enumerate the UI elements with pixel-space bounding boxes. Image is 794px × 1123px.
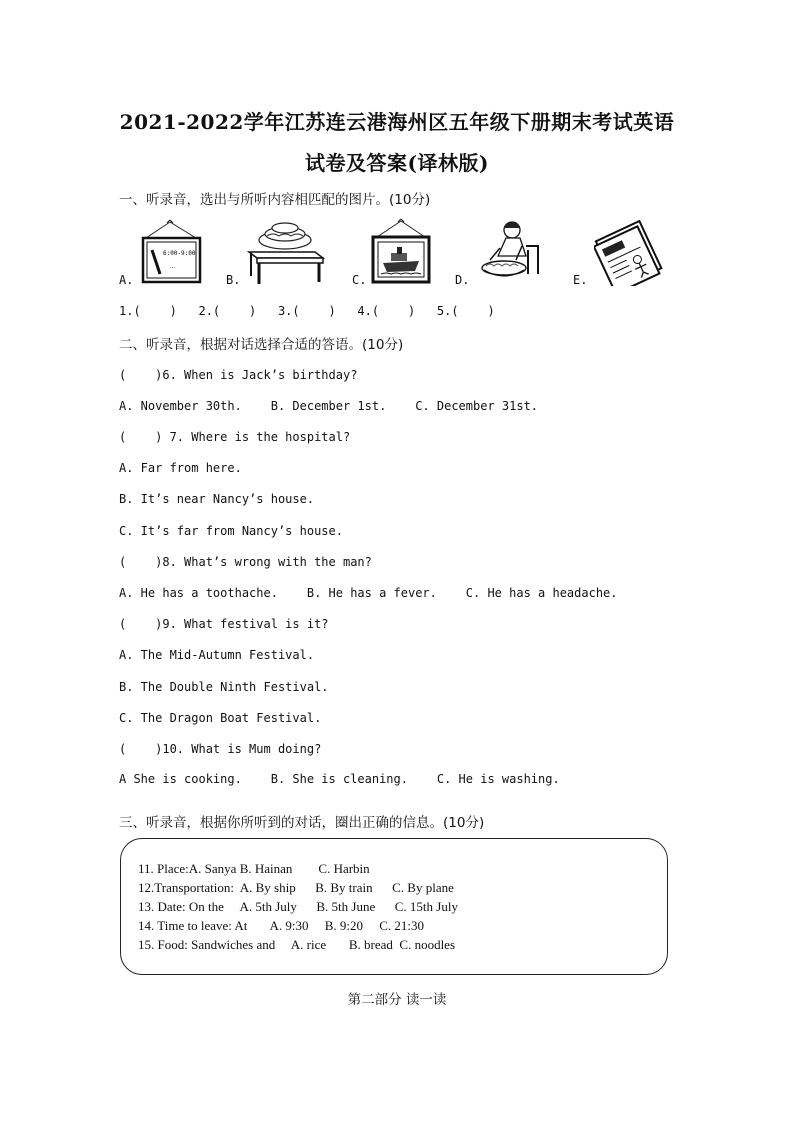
question-8: ( )8. What’s wrong with the man? bbox=[119, 555, 372, 569]
picture-e bbox=[594, 220, 666, 286]
picture-label-b: B. bbox=[226, 273, 241, 287]
picture-label-e: E. bbox=[573, 273, 588, 287]
sign-time-text: 6:00-9:00 bbox=[163, 250, 196, 257]
page-title-line2: 试卷及答案(译林版) bbox=[305, 151, 489, 175]
question-6: ( )6. When is Jack’s birthday? bbox=[119, 368, 358, 382]
picture-label-a: A. bbox=[119, 273, 134, 287]
picture-label-d: D. bbox=[455, 273, 470, 287]
question-7-option-c: C. It’s far from Nancy’s house. bbox=[119, 524, 343, 538]
question-9: ( )9. What festival is it? bbox=[119, 617, 329, 631]
picture-c bbox=[371, 217, 433, 285]
section1-heading: 一、听录音，选出与所听内容相匹配的图片。(10分) bbox=[119, 192, 431, 208]
box-line-13: 13. Date: On the A. 5th July B. 5th June C. 15th July bbox=[138, 899, 458, 914]
section3-heading: 三、听录音，根据你所听到的对话，圈出正确的信息。(10分) bbox=[119, 815, 485, 831]
question-7-option-b: B. It’s near Nancy’s house. bbox=[119, 492, 315, 506]
wall-clock-sign-icon bbox=[140, 218, 204, 286]
table-with-bread-icon bbox=[245, 214, 325, 286]
newspaper-icon bbox=[594, 220, 666, 286]
box-line-15: 15. Food: Sandwiches and A. rice B. bread C. noodles bbox=[138, 937, 456, 952]
picture-d bbox=[476, 216, 546, 286]
picture-a bbox=[140, 218, 204, 286]
woman-washing-icon bbox=[476, 216, 546, 286]
section2-heading: 二、听录音，根据对话选择合适的答语。(10分) bbox=[119, 337, 404, 353]
part-two-heading: 第二部分 读一读 bbox=[347, 992, 447, 1008]
question-9-option-b: B. The Double Ninth Festival. bbox=[119, 680, 329, 694]
question-8-options: A. He has a toothache. B. He has a fever. C. He has a headache. bbox=[119, 586, 618, 600]
picture-label-c: C. bbox=[352, 273, 367, 287]
question-9-option-c: C. The Dragon Boat Festival. bbox=[119, 711, 322, 725]
question-7-option-a: A. Far from here. bbox=[119, 461, 242, 475]
box-line-11: 11. Place:A. Sanya B. Hainan C. Harbin bbox=[138, 861, 370, 876]
question-10-options: A She is cooking. B. She is cleaning. C. He is washing. bbox=[119, 772, 560, 786]
question-10: ( )10. What is Mum doing? bbox=[119, 742, 322, 756]
picture-b bbox=[245, 214, 325, 286]
question-9-option-a: A. The Mid-Autumn Festival. bbox=[119, 648, 315, 662]
ship-picture-icon bbox=[371, 217, 433, 285]
box-line-14: 14. Time to leave: At A. 9:30 B. 9:20 C. 21:30 bbox=[138, 918, 425, 933]
question-7: ( ) 7. Where is the hospital? bbox=[119, 430, 351, 444]
box-line-12: 12.Transportation: A. By ship B. By train C. By plane bbox=[138, 880, 454, 895]
page-title-line1: 2021-2022学年江苏连云港海州区五年级下册期末考试英语 bbox=[119, 110, 675, 134]
svg-text:...: ... bbox=[170, 263, 176, 270]
section1-answers: 1.( ) 2.( ) 3.( ) 4.( ) 5.( ) bbox=[119, 304, 495, 318]
question-6-options: A. November 30th. B. December 1st. C. December 31st. bbox=[119, 399, 539, 413]
